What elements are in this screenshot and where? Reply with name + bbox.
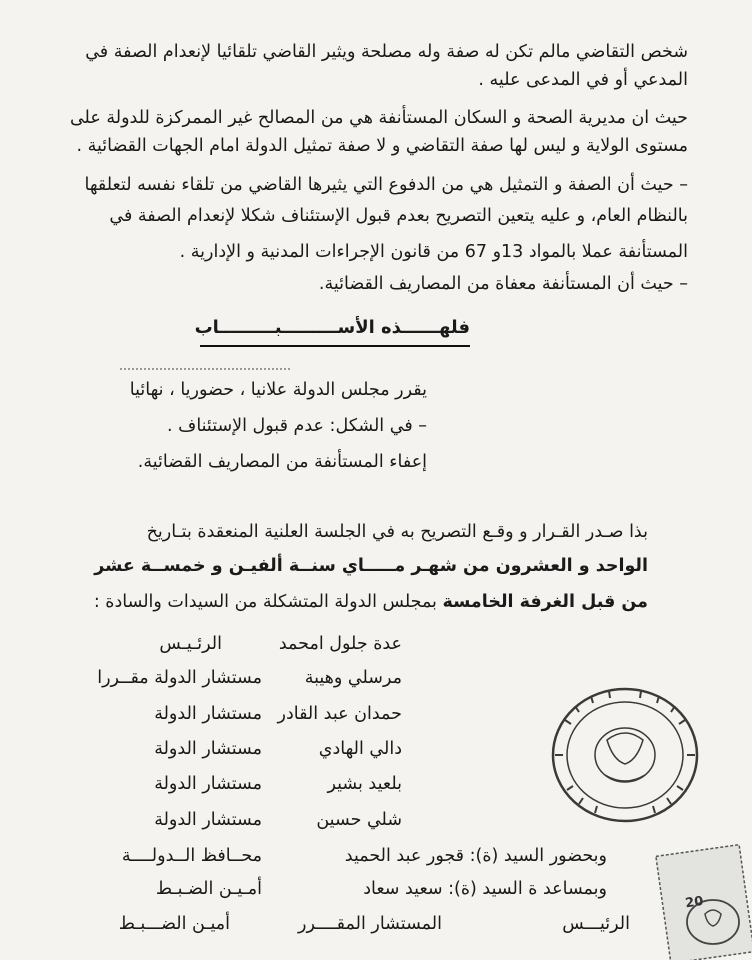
attendance-role: محــافظ الــدولــــة (121, 846, 262, 866)
signature-clerk: أميـن الضـــبـط (118, 914, 230, 934)
body-line-7: المستأنفة عملا بالمواد 13و 67 من قانون الإجراءات المدنية و الإدارية . (179, 242, 688, 262)
member-role: مستشار الدولة (154, 810, 262, 830)
body-line-8: – حيث أن المستأنفة معفاة من المصاريف القضائية. (318, 274, 688, 294)
decision-intro: يقرر مجلس الدولة علانيا ، حضوريا ، نهائيا (129, 380, 427, 400)
body-line-1: شخص التقاضي مالم تكن له صفة وله مصلحة ويثير القاضي تلقائيا لإنعدام الصفة في (85, 42, 688, 62)
fiscal-stamp-value: 20 (684, 893, 705, 912)
member-role: الرئـيـس (159, 634, 222, 654)
member-name: مرسلي وهيبة (304, 668, 402, 688)
attendance-role: أمـيـن الضـبـط (155, 879, 262, 899)
member-name: بلعيد بشير (327, 774, 402, 794)
decision-exemption: إعفاء المستأنفة من المصاريف القضائية. (137, 452, 427, 472)
fiscal-stamp (655, 840, 752, 960)
member-role: مستشار الدولة (154, 774, 262, 794)
issuance-line-3-rest: بمجلس الدولة المتشكلة من السيدات والسادة : (93, 592, 443, 612)
member-name: شلي حسين (316, 810, 402, 830)
faint-scan-marks (120, 368, 290, 378)
body-line-2: المدعي أو في المدعى عليه . (478, 70, 688, 90)
decision-form: – في الشكل: عدم قبول الإستئناف . (167, 416, 427, 436)
member-name: حمدان عبد القادر (277, 704, 402, 724)
body-line-3: حيث ان مديرية الصحة و السكان المستأنفة هي من المصالح غير الممركزة للدولة على (69, 108, 688, 128)
signature-rapporteur: المستشار المقــــرر (298, 914, 442, 934)
member-role: مستشار الدولة (154, 739, 262, 759)
heading-text: فلهــــــذه الأســـــــــبـــــــــاب (194, 317, 470, 338)
signature-president: الرئيـــس (562, 914, 630, 934)
member-name: دالي الهادي (318, 739, 402, 759)
member-role: مستشار الدولة مقــررا (97, 668, 262, 688)
chamber-name: من قبل الغرفة الخامسة (442, 592, 648, 612)
member-name: عدة جلول امحمد (278, 634, 402, 654)
body-line-4: مستوى الولاية و ليس لها صفة التقاضي و لا صفة تمثيل الدولة امام الجهات القضائية . (76, 136, 688, 156)
body-line-6: بالنظام العام، و عليه يتعين التصريح بعدم قبول الإستئناف شكلا لإنعدام الصفة في (109, 206, 688, 226)
member-role: مستشار الدولة (154, 704, 262, 724)
issuance-line-3 (94, 590, 648, 614)
attendance-name: وبمساعد ة السيد (ة): سعيد سعاد (363, 879, 607, 899)
heading-underline (200, 345, 470, 347)
body-line-5: – حيث أن الصفة و التمثيل هي من الدفوع التي يثيرها القاضي من تلقاء نفسه لتعلقها (84, 175, 688, 195)
official-seal-stamp (545, 680, 705, 830)
issuance-line-2: الواحد و العشرون من شهـر مـــــاي سنــة ألفيـن و خمســة عشر (94, 556, 648, 576)
section-heading (194, 315, 470, 347)
issuance-line-1: بذا صـدر القـرار و وقـع التصريح به في الجلسة العلنية المنعقدة بتـاريخ (146, 522, 648, 542)
attendance-name: وبحضور السيد (ة): قجور عبد الحميد (344, 846, 607, 866)
